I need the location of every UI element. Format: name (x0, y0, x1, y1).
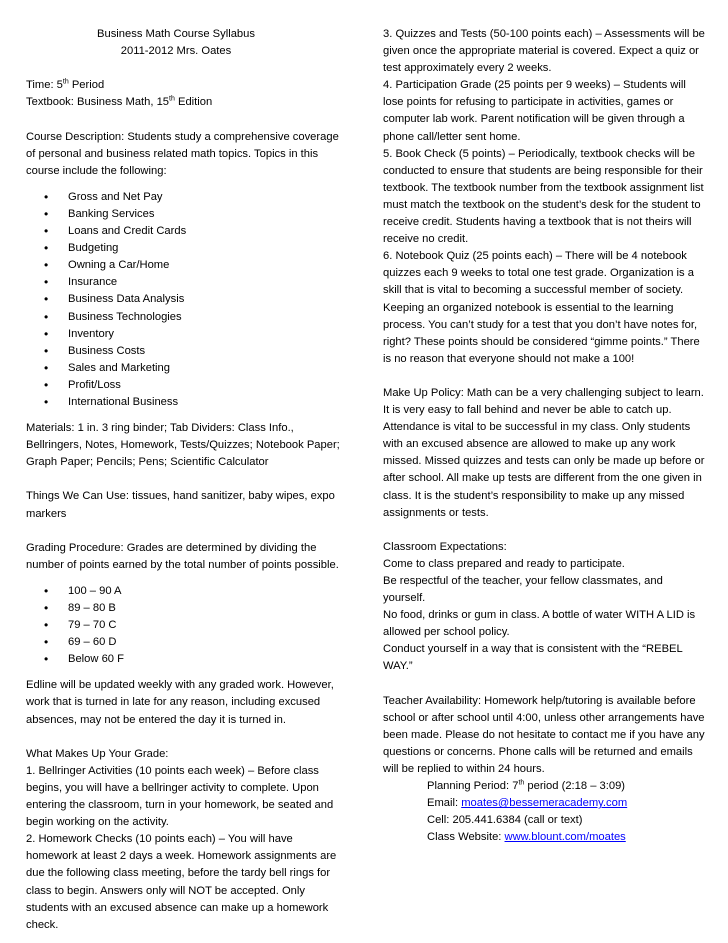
grade-scale-item: • Below 60 F (26, 651, 344, 668)
topic-item: • Business Technologies (26, 309, 344, 326)
grade-item-5: 5. Book Check (5 points) – Periodically, textbook checks will be conducted to ensure that students are being responsible for their textbook. The textbook number from the textbook assignment list must match the textbook on the student’s desk for the student to receive credit. Students having a textbook that is not theirs will receive no credit. (383, 147, 704, 246)
topic-item: • Business Costs (26, 343, 344, 360)
topic-item: • Loans and Credit Cards (26, 223, 344, 240)
grade-item-2: 2. Homework Checks (10 points each) – You will have homework at least 2 days a week. Homework assignments are due the following class meeting, before the tardy bell rings for class to begin. Answers only will NOT be accepted. Only students with an excused absence can make up a homework check. (26, 833, 337, 931)
grade-scale-item: • 69 – 60 D (26, 634, 344, 651)
expectation-item: Come to class prepared and ready to participate. (383, 557, 625, 570)
topic-item: • Profit/Loss (26, 377, 344, 394)
page-title: Business Math Course Syllabus (97, 28, 255, 40)
textbook: Textbook: Business Math, 15th Edition (26, 95, 213, 109)
left-column (26, 26, 344, 934)
website-line: Class Website: www.blount.com/moates (427, 831, 626, 844)
grade-scale-item: • 89 – 80 B (26, 600, 344, 617)
expectation-item: No food, drinks or gum in class. A bottle of water WITH A LID is allowed per school policy. (383, 609, 696, 639)
grade-scale-item: • 100 – 90 A (26, 583, 344, 600)
things-we-can-use: Things We Can Use: tissues, hand sanitizer, baby wipes, expo markers (26, 490, 335, 520)
topic-item: • Banking Services (26, 206, 344, 223)
class-time: Time: 5th Period (26, 78, 105, 92)
website-link[interactable]: www.blount.com/moates (504, 831, 626, 844)
right-column (383, 26, 708, 847)
makeup-policy: Make Up Policy: Math can be a very challenging subject to learn. It is very easy to fall behind and never be able to catch up. Attendance is vital to be successful in my class. Only students with an excused absence are allowed to make up any work missed. Missed quizzes and tests can only be made up before or after school. All make up tests are different from the one given in class. It is the student’s responsibility to make up any missed assignments or tests. (383, 386, 705, 519)
materials: Materials: 1 in. 3 ring binder; Tab Dividers: Class Info., Bellringers, Notes, Homework, Tests/Quizzes; Notebook Paper; Graph Paper; Pencils; Pens; Scientific Calculator (26, 422, 340, 469)
topic-item: • Budgeting (26, 240, 344, 257)
topic-item: • Gross and Net Pay (26, 189, 344, 206)
topic-item: • International Business (26, 394, 344, 411)
topic-item: • Inventory (26, 326, 344, 343)
grade-scale-list (26, 583, 344, 668)
grading-procedure: Grading Procedure: Grades are determined by dividing the number of points earned by the total number of points possible. (26, 541, 339, 571)
expectation-item: Conduct yourself in a way that is consistent with the “REBEL WAY.” (383, 643, 683, 673)
topic-list (26, 189, 344, 411)
email-line: Email: moates@bessemeracademy.com (427, 797, 628, 810)
email-link[interactable]: moates@bessemeracademy.com (461, 797, 628, 810)
course-description: Course Description: Students study a comprehensive coverage of personal and business related math topics. Topics in this course include the following: (26, 130, 339, 177)
topic-item: • Business Data Analysis (26, 291, 344, 308)
year-teacher: 2011-2012 Mrs. Oates (120, 45, 232, 58)
expectation-item: Be respectful of the teacher, your fellow classmates, and yourself. (383, 575, 663, 605)
topic-item: • Sales and Marketing (26, 360, 344, 377)
makeup-heading: What Makes Up Your Grade: (26, 747, 169, 760)
teacher-availability: Teacher Availability: Homework help/tutoring is available before school or after school until 4:00, unless other arrangements have been made. Please do not hesitate to contact me if you have any questions or concerns. Phone calls will be returned and emails will be replied to within 24 hours. (383, 694, 705, 776)
topic-item: • Owning a Car/Home (26, 257, 344, 274)
cell-phone: Cell: 205.441.6384 (call or text) (427, 814, 583, 827)
planning-period: Planning Period: 7th period (2:18 – 3:09) (427, 779, 626, 793)
grade-item-3: 3. Quizzes and Tests (50-100 points each) – Assessments will be given once the appropriate material is covered. Expect a quiz or test approximately every 2 weeks. (383, 28, 705, 75)
expectations-heading: Classroom Expectations: (383, 540, 507, 553)
topic-item: • Insurance (26, 274, 344, 291)
edline-note: Edline will be updated weekly with any graded work. However, work that is turned in late for any reason, including excused absences, may not be entered the day it is turned in. (26, 679, 334, 726)
grade-item-1: 1. Bellringer Activities (10 points each week) – Before class begins, you will have a bellringer activity to complete. Upon entering the classroom, turn in your homework, be seated and begin working on the activity. (26, 764, 334, 829)
grade-item-6: 6. Notebook Quiz (25 points each) – There will be 4 notebook quizzes each 9 weeks to total one test grade. Organization is a skill that is vital to becoming a successful member of society. Keeping an organized notebook is essential to the learning process. You can’t study for a test that you don’t have notes for, right? These points should be considered “gimme points.” There is no reason that everyone should not make a 100! (383, 250, 700, 365)
grade-item-4: 4. Participation Grade (25 points per 9 weeks) – Students will lose points for refusing to participate in activities, games or computer lab work. Parent notification will be given through a phone call/letter sent home. (383, 79, 686, 143)
grade-scale-item: • 79 – 70 C (26, 617, 344, 634)
